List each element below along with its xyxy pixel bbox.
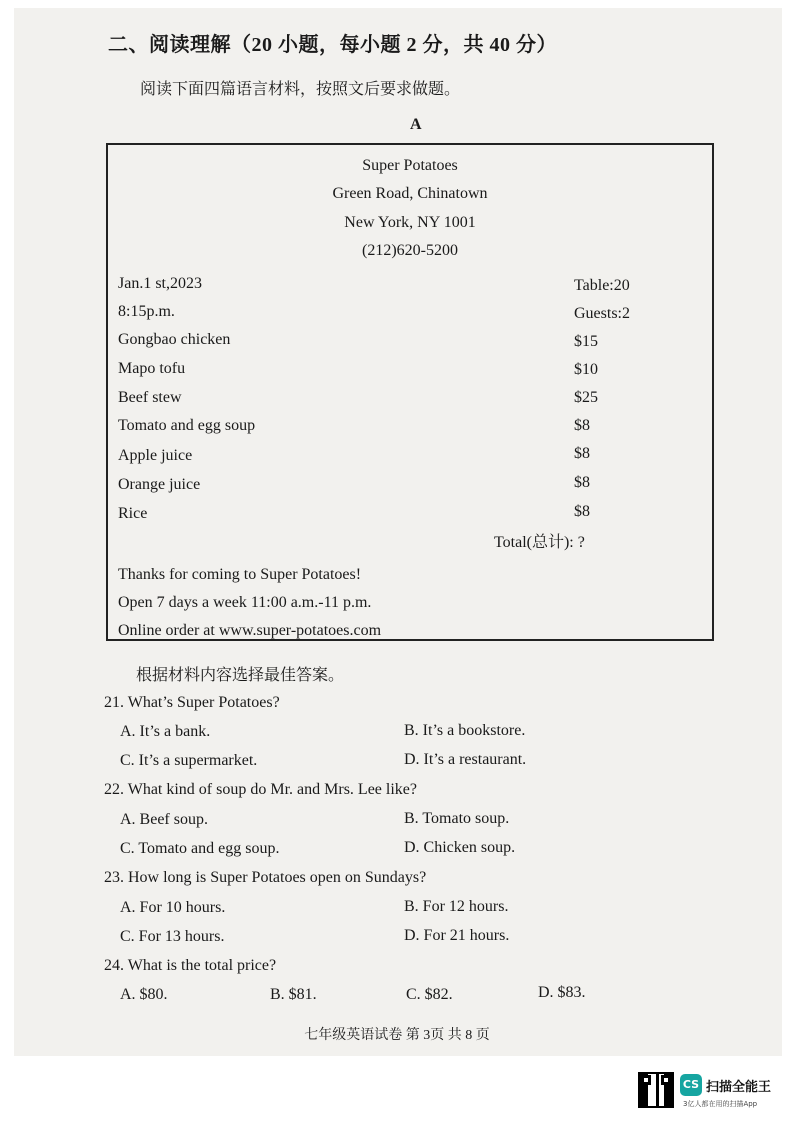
- answer-option: C. $82.: [406, 986, 453, 1003]
- receipt-box: [106, 143, 714, 641]
- thanks-line: Thanks for coming to Super Potatoes!: [118, 566, 362, 583]
- item-name: Beef stew: [118, 389, 182, 406]
- answer-option: B. $81.: [270, 986, 317, 1003]
- item-name: Tomato and egg soup: [118, 417, 256, 434]
- question-stem: 21. What’s Super Potatoes?: [104, 694, 280, 711]
- receipt-guests: Guests:2: [574, 305, 630, 322]
- scanner-app-name: 扫描全能王: [706, 1080, 772, 1095]
- restaurant-name: Super Potatoes: [362, 157, 458, 174]
- answer-option: A. It’s a bank.: [120, 723, 211, 740]
- answer-option: B. It’s a bookstore.: [404, 722, 526, 739]
- question-stem: 24. What is the total price?: [104, 957, 277, 974]
- address-line-2: New York, NY 1001: [344, 214, 476, 231]
- answer-option: B. Tomato soup.: [404, 810, 510, 827]
- answer-option: A. For 10 hours.: [120, 899, 226, 916]
- receipt-date: Jan.1 st,2023: [118, 275, 202, 292]
- question-stem: 22. What kind of soup do Mr. and Mrs. Lee like?: [104, 781, 417, 798]
- item-name: Mapo tofu: [118, 360, 186, 377]
- page-footer: 七年级英语试卷 第 3页 共 8 页: [304, 1028, 490, 1043]
- answer-option: B. For 12 hours.: [404, 898, 509, 915]
- camscanner-logo-icon: CS: [680, 1074, 702, 1096]
- receipt-time: 8:15p.m.: [118, 303, 175, 320]
- answer-option: C. Tomato and egg soup.: [120, 840, 280, 857]
- answer-option: D. For 21 hours.: [404, 927, 510, 944]
- phone-number: (212)620-5200: [362, 242, 458, 259]
- item-price: $25: [574, 389, 598, 406]
- passage-label: A: [410, 116, 422, 133]
- item-name: Orange juice: [118, 476, 201, 493]
- item-price: $8: [574, 417, 590, 434]
- item-price: $10: [574, 361, 598, 378]
- item-price: $8: [574, 474, 590, 491]
- answer-option: D. Chicken soup.: [404, 839, 516, 856]
- hours-line: Open 7 days a week 11:00 a.m.-11 p.m.: [118, 594, 372, 611]
- questions-intro: 根据材料内容选择最佳答案。: [136, 667, 345, 684]
- section-title: 二、阅读理解（20 小题，每小题 2 分，共 40 分）: [108, 34, 557, 56]
- answer-option: A. Beef soup.: [120, 811, 208, 828]
- online-order-line: Online order at www.super-potatoes.com: [118, 622, 382, 639]
- answer-option: D. It’s a restaurant.: [404, 751, 527, 768]
- receipt-table: Table:20: [574, 277, 630, 294]
- answer-option: C. It’s a supermarket.: [120, 752, 258, 769]
- section-instructions: 阅读下面四篇语言材料，按照文后要求做题。: [140, 81, 461, 98]
- receipt-total: Total(总计): ?: [494, 534, 585, 551]
- qr-code: [638, 1072, 674, 1108]
- item-name: Apple juice: [118, 447, 193, 464]
- item-price: $8: [574, 503, 590, 520]
- question-stem: 23. How long is Super Potatoes open on Sundays?: [104, 869, 427, 886]
- item-name: Rice: [118, 505, 148, 522]
- address-line-1: Green Road, Chinatown: [332, 185, 488, 202]
- item-name: Gongbao chicken: [118, 331, 231, 348]
- answer-option: C. For 13 hours.: [120, 928, 225, 945]
- item-price: $8: [574, 445, 590, 462]
- item-price: $15: [574, 333, 598, 350]
- answer-option: D. $83.: [538, 984, 586, 1001]
- scanner-app-tagline: 3亿人都在用的扫描App: [683, 1100, 758, 1108]
- answer-option: A. $80.: [120, 986, 168, 1003]
